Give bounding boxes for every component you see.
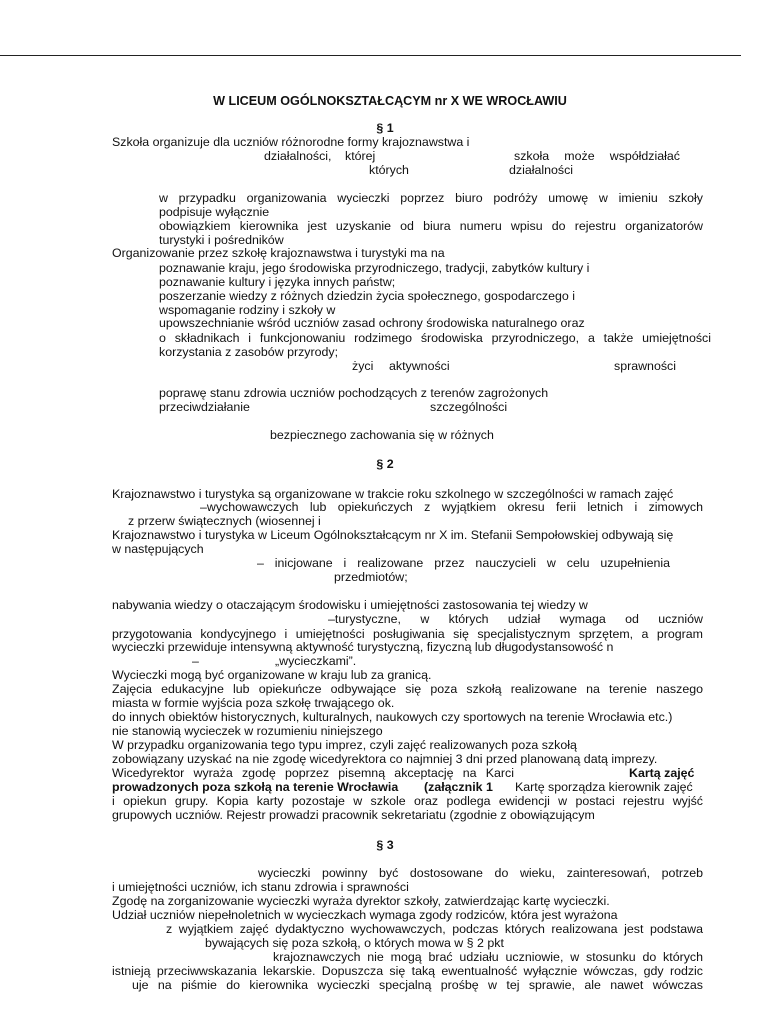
text-fragment: Kartę sporządza kierownik zajęć bbox=[515, 780, 693, 794]
text-line: Wicedyrektor wyraża zgodę poprzez pisemną akceptację na Karci bbox=[112, 766, 514, 780]
text-line: w następujących bbox=[112, 542, 204, 556]
text-line: i umiejętności uczniów, ich stanu zdrowia i sprawności bbox=[112, 880, 409, 894]
section-heading-3: § 3 bbox=[376, 838, 394, 852]
text-line: Organizowanie przez szkołę krajoznawstwa i turystyki ma na bbox=[112, 246, 445, 260]
text-line: z wyjątkiem zajęć dydaktyczno wychowawczych, podczas których realizowana jest podstawa bbox=[166, 922, 703, 936]
section-heading-2: § 2 bbox=[376, 457, 394, 471]
text-line: z przerw świątecznych (wiosennej i bbox=[128, 514, 321, 528]
text-fragment: sprawności bbox=[614, 359, 676, 373]
text-line: istnieją przeciwwskazania lekarskie. Dopuszcza się taką ewentualność wyłącznie wówczas, gdy rodzic bbox=[112, 964, 703, 978]
text-line: podpisuje wyłącznie bbox=[159, 205, 270, 219]
text-line: W przypadku organizowania tego typu imprez, czyli zajęć realizowanych poza szkołą bbox=[112, 738, 577, 752]
text-line: poznawanie kultury i języka innych państw; bbox=[159, 275, 396, 289]
text-line: wycieczki przewiduje intensywną aktywność turystyczną, fizyczną lub długodystansowość n bbox=[112, 640, 614, 654]
text-line: Szkoła organizuje dla uczniów różnorodne formy krajoznawstwa i bbox=[112, 135, 470, 149]
text-line: poszerzanie wiedzy z różnych dziedzin życia społecznego, gospodarczego i bbox=[159, 289, 575, 303]
text-line: miasta w formie wyjścia poza szkołę trwającego ok. bbox=[112, 696, 395, 710]
text-line: – inicjowane i realizowane przez nauczycieli w celu uzupełnienia bbox=[257, 556, 670, 570]
text-line: poznawanie kraju, jego środowiska przyrodniczego, tradycji, zabytków kultury i bbox=[159, 261, 590, 275]
text-line: –turystyczne, w których udział wymaga od uczniów bbox=[328, 612, 703, 626]
text-line: Zgodę na zorganizowanie wycieczki wyraża dyrektor szkoły, zatwierdzając kartę wycieczki. bbox=[112, 894, 610, 908]
text-line: Zajęcia edukacyjne lub opiekuńcze odbywające się poza szkołą realizowane na terenie naszego bbox=[112, 682, 703, 696]
text-line: i opiekun grupy. Kopia karty pozostaje w szkole oraz podlega ewidencji w postaci rejestru wyjść bbox=[112, 794, 703, 808]
text-fragment: „wycieczkami”. bbox=[275, 654, 357, 668]
text-line: nie stanowią wycieczek w rozumieniu niniejszego bbox=[112, 724, 383, 738]
text-fragment: szczególności bbox=[430, 400, 508, 414]
text-line: bezpiecznego zachowania się w różnych bbox=[270, 428, 494, 442]
text-line: bywających się poza szkołą, o których mowa w § 2 pkt bbox=[205, 936, 504, 950]
text-fragment: życi bbox=[352, 359, 374, 373]
text-line: o składnikach i funkcjonowaniu rodzimego środowiska przyrodniczego, a także umiejętności bbox=[159, 331, 711, 345]
text-line: wycieczki powinny być dostosowane do wieku, zainteresowań, potrzeb bbox=[258, 866, 703, 880]
text-line: Udział uczniów niepełnoletnich w wycieczkach wymaga zgody rodziców, która jest wyrażona bbox=[112, 908, 618, 922]
text-fragment-bold: prowadzonych poza szkołą na terenie Wrocławia bbox=[112, 780, 399, 794]
text-line: przedmiotów; bbox=[334, 570, 408, 584]
text-line: w przypadku organizowania wycieczki poprzez biuro podróży umowę w imieniu szkoły bbox=[159, 191, 703, 205]
text-line: poprawę stanu zdrowia uczniów pochodzących z terenów zagrożonych bbox=[159, 386, 549, 400]
text-fragment: – bbox=[192, 654, 199, 668]
text-fragment-bold: Kartą zajęć bbox=[629, 766, 695, 780]
text-fragment: działalności, bbox=[264, 149, 332, 163]
text-fragment: szkoła może współdziałać bbox=[514, 149, 680, 163]
text-line: uje na piśmie do kierownika wycieczki specjalną prośbę w tej sprawie, ale nawet wówczas bbox=[132, 978, 703, 992]
text-line: krajoznawczych nie mogą brać udziału uczniowie, w stosunku do których bbox=[273, 950, 703, 964]
text-fragment: przeciwdziałanie bbox=[159, 400, 250, 414]
text-fragment: której bbox=[345, 149, 376, 163]
text-fragment: działalności bbox=[509, 163, 574, 177]
text-fragment: aktywności bbox=[389, 359, 450, 373]
document-title: W LICEUM OGÓLNOKSZTAŁCĄCYM nr X WE WROCŁAWIU bbox=[213, 94, 567, 108]
text-fragment: których bbox=[369, 163, 409, 177]
section-heading-1: § 1 bbox=[376, 121, 394, 135]
text-line: do innych obiektów historycznych, kulturalnych, naukowych czy sportowych na terenie Wrocławia etc.) bbox=[112, 710, 673, 724]
text-line: Krajoznawstwo i turystyka w Liceum Ogólnokształcącym nr X im. Stefanii Sempołowskiej odbywają się bbox=[112, 528, 674, 542]
text-line: –wychowawczych lub opiekuńczych z wyjątkiem okresu ferii letnich i zimowych bbox=[200, 500, 703, 514]
text-line: upowszechnianie wśród uczniów zasad ochrony środowiska naturalnego oraz bbox=[159, 316, 585, 330]
text-line: korzystania z zasobów przyrody; bbox=[159, 345, 339, 359]
text-line: obowiązkiem kierownika jest uzyskanie od biura numeru wpisu do rejestru organizatorów bbox=[159, 219, 703, 233]
text-fragment-bold: (załącznik 1 bbox=[424, 780, 493, 794]
text-line: nabywania wiedzy o otaczającym środowisku i umiejętności zastosowania tej wiedzy w bbox=[112, 598, 588, 612]
text-line: grupowych uczniów. Rejestr prowadzi pracownik sekretariatu (zgodnie z obowiązującym bbox=[112, 808, 595, 822]
text-line: Krajoznawstwo i turystyka są organizowane w trakcie roku szkolnego w szczególności w ramach zajęć bbox=[112, 487, 674, 501]
text-line: turystyki i pośredników bbox=[159, 233, 284, 247]
text-line: wspomaganie rodziny i szkoły w bbox=[159, 303, 336, 317]
header-rule bbox=[0, 55, 741, 56]
text-line: Wycieczki mogą być organizowane w kraju lub za granicą. bbox=[112, 668, 432, 682]
text-line: przygotowania kondycyjnego i umiejętności posługiwania się specjalistycznym sprzętem, a program bbox=[112, 627, 703, 641]
text-line: zobowiązany uzyskać na nie zgodę wicedyrektora co najmniej 3 dni przed planowaną datą imprezy. bbox=[112, 752, 658, 766]
